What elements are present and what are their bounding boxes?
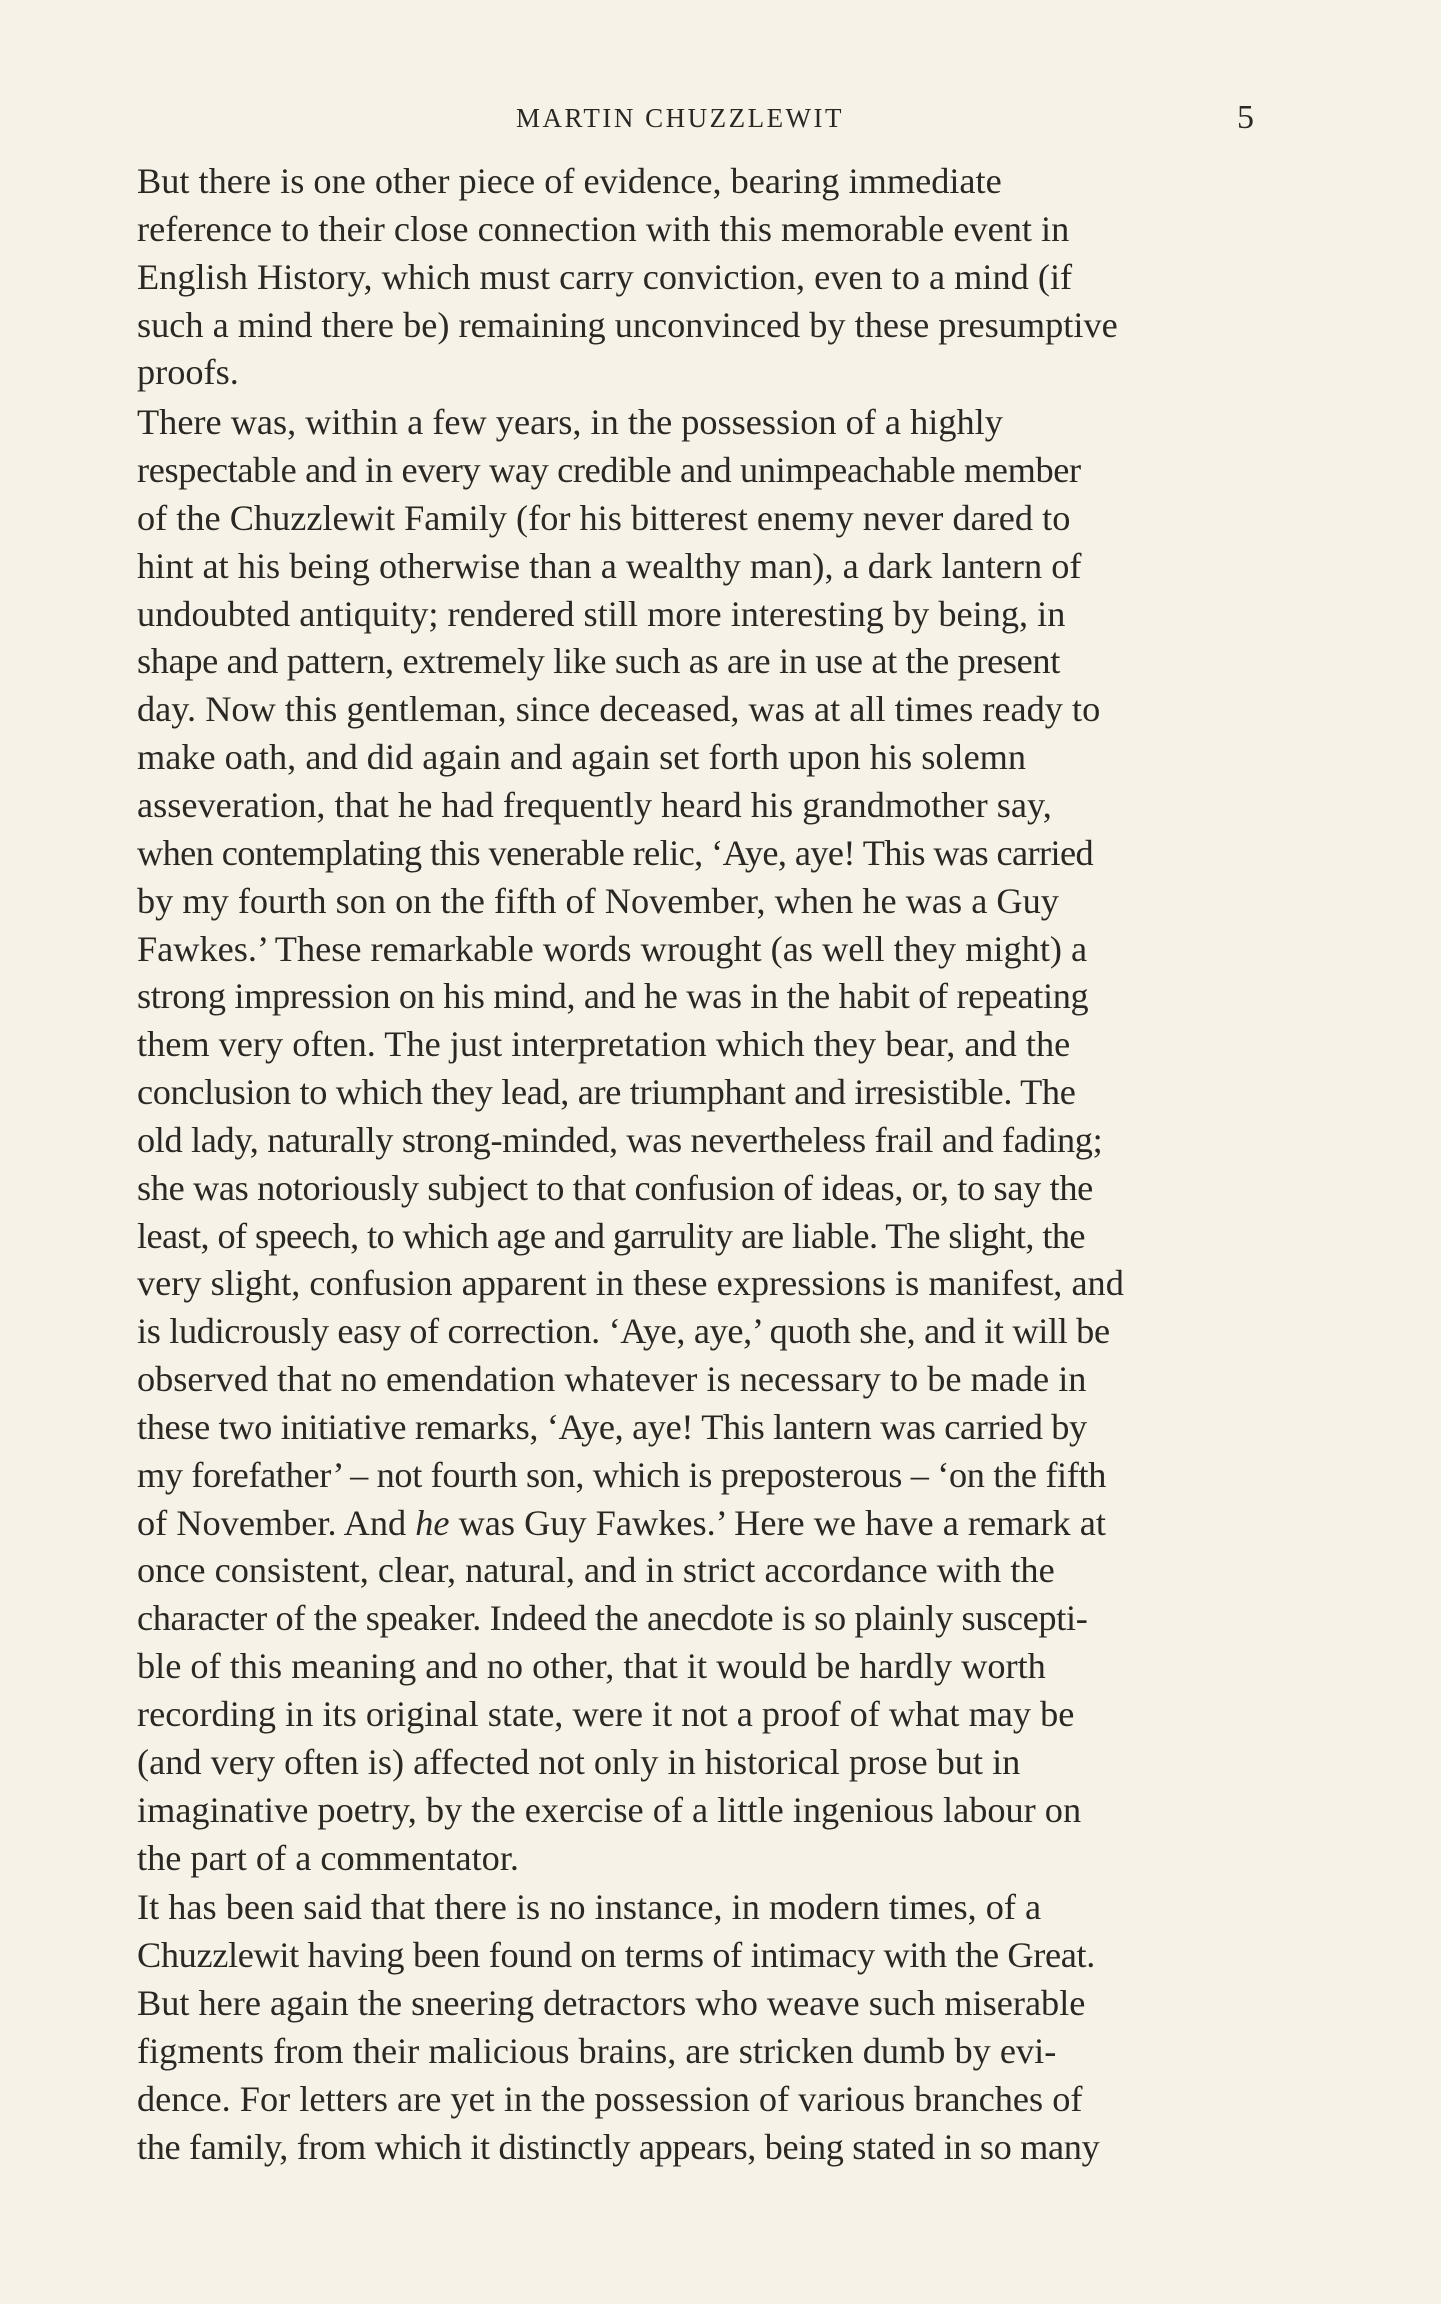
paragraph-line: ble of this meaning and no other, that it would be hardly worth bbox=[137, 1646, 1046, 1687]
paragraph-line: by my fourth son on the fifth of November, when he was a Guy bbox=[137, 880, 1059, 921]
paragraph-line: hint at his being otherwise than a wealthy man), a dark lantern of bbox=[137, 545, 1082, 586]
paragraph-line: undoubted antiquity; rendered still more interesting by being, in bbox=[137, 593, 1066, 634]
paragraph-line: respectable and in every way credible and unimpeachable member bbox=[137, 450, 1081, 491]
paragraph-line: such a mind there be) remaining unconvinced by these presumptive bbox=[137, 304, 1118, 345]
italic-word: he bbox=[415, 1502, 450, 1543]
page-number: 5 bbox=[1237, 99, 1254, 136]
paragraph-line-text: of November. And bbox=[137, 1502, 416, 1543]
paragraph-line: them very often. The just interpretation which they bear, and the bbox=[137, 1024, 1071, 1065]
paragraph-line: these two initiative remarks, ‘Aye, aye! This lantern was carried by bbox=[137, 1406, 1087, 1447]
paragraph-line: least, of speech, to which age and garrulity are liable. The slight, the bbox=[137, 1215, 1085, 1256]
paragraph-line: very slight, confusion apparent in these expressions is manifest, and bbox=[137, 1263, 1124, 1304]
paragraph-line: Chuzzlewit having been found on terms of intimacy with the Great. bbox=[137, 1935, 1096, 1976]
paragraph-line: strong impression on his mind, and he was in the habit of repeating bbox=[137, 976, 1089, 1017]
paragraph-line: figments from their malicious brains, are stricken dumb by evi- bbox=[137, 2030, 1057, 2071]
paragraph-3 bbox=[106, 1884, 1254, 2171]
paragraph-line: imaginative poetry, by the exercise of a little ingenious labour on bbox=[137, 1789, 1082, 1830]
paragraph-line-text: was Guy Fawkes.’ Here we have a remark at bbox=[449, 1502, 1106, 1543]
paragraph-line-with-italic bbox=[106, 1500, 1254, 1548]
paragraph-line: But here again the sneering detractors who weave such miserable bbox=[137, 1983, 1086, 2024]
paragraph-line: day. Now this gentleman, since deceased, was at all times ready to bbox=[137, 689, 1101, 730]
paragraph-line: shape and pattern, extremely like such as are in use at the present bbox=[137, 641, 1060, 682]
paragraph-line: make oath, and did again and again set forth upon his solemn bbox=[137, 737, 1027, 778]
paragraph-line: proofs. bbox=[137, 352, 239, 393]
paragraph-line: the part of a commentator. bbox=[137, 1837, 519, 1878]
paragraph-line: reference to their close connection with this memorable event in bbox=[137, 208, 1070, 249]
paragraph-line: is ludicrously easy of correction. ‘Aye, aye,’ quoth she, and it will be bbox=[137, 1311, 1110, 1352]
paragraph-line: conclusion to which they lead, are triumphant and irresistible. The bbox=[137, 1072, 1076, 1113]
paragraph-line: (and very often is) affected not only in historical prose but in bbox=[137, 1741, 1021, 1782]
paragraph-line: once consistent, clear, natural, and in strict accordance with the bbox=[137, 1550, 1055, 1591]
paragraph-line: recording in its original state, were it not a proof of what may be bbox=[137, 1694, 1075, 1734]
paragraph-line: character of the speaker. Indeed the anecdote is so plainly suscepti- bbox=[137, 1598, 1088, 1639]
running-title: MARTIN CHUZZLEWIT bbox=[515, 103, 845, 133]
paragraph-line: asseveration, that he had frequently heard his grandmother say, bbox=[137, 784, 1052, 825]
paragraph-line: my forefather’ – not fourth son, which is preposterous – ‘on the fifth bbox=[137, 1454, 1107, 1495]
paragraph-line: Fawkes.’ These remarkable words wrought (as well they might) a bbox=[137, 928, 1088, 969]
paragraph-line: But there is one other piece of evidence, bearing immediate bbox=[137, 161, 1002, 201]
paragraph-line: English History, which must carry conviction, even to a mind (if bbox=[137, 256, 1073, 297]
paragraph-line: when contemplating this venerable relic, ‘Aye, aye! This was carried bbox=[137, 832, 1093, 873]
paragraph-line: she was notoriously subject to that confusion of ideas, or, to say the bbox=[137, 1167, 1093, 1208]
paragraph-line: of the Chuzzlewit Family (for his bitterest enemy never dared to bbox=[137, 497, 1071, 538]
paragraph-line: the family, from which it distinctly appears, being stated in so many bbox=[137, 2126, 1100, 2167]
paragraph-line: It has been said that there is no instance, in modern times, of a bbox=[137, 1887, 1042, 1928]
paragraph-1 bbox=[106, 158, 1254, 397]
main-text bbox=[106, 158, 1254, 2171]
paragraph-2 bbox=[106, 399, 1254, 1882]
paragraph-line: dence. For letters are yet in the possession of various branches of bbox=[137, 2078, 1083, 2119]
running-header bbox=[106, 98, 1254, 138]
paragraph-line: old lady, naturally strong-minded, was nevertheless frail and fading; bbox=[137, 1119, 1103, 1160]
paragraph-line: observed that no emendation whatever is necessary to be made in bbox=[137, 1359, 1087, 1400]
paragraph-line: There was, within a few years, in the possession of a highly bbox=[137, 402, 1003, 443]
